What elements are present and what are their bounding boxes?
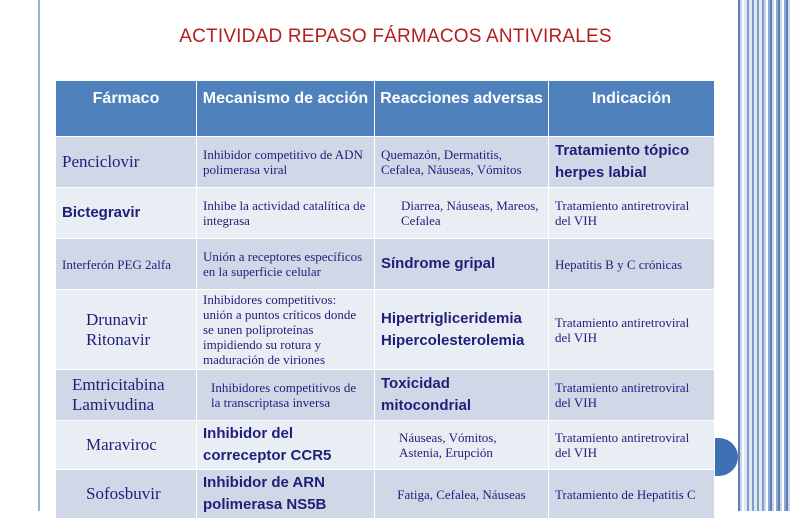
- table-row: [56, 421, 715, 470]
- cell-reacciones: Quemazón, Dermatitis, Cefalea, Náuseas, Vómitos: [375, 137, 549, 188]
- cell-farmaco: Sofosbuvir: [56, 470, 197, 519]
- cell-reacciones: Diarrea, Náuseas, Mareos, Cefalea: [375, 188, 549, 239]
- antiviral-table: [55, 80, 715, 519]
- cell-farmaco: Maraviroc: [56, 421, 197, 470]
- cell-reacciones: Hipertrigliceridemia Hipercolesterolemia: [375, 290, 549, 370]
- cell-mecanismo: Inhibidor competitivo de ADN polimerasa viral: [197, 137, 375, 188]
- slide-marker: [712, 438, 738, 476]
- cell-indicacion: Tratamiento antiretroviral del VIH: [549, 421, 715, 470]
- cell-mecanismo: Inhibidores competitivos: unión a puntos críticos donde se unen poliproteínas impidiendo su rotura y maduración de viriones: [197, 290, 375, 370]
- cell-mecanismo: Inhibidor de ARN polimerasa NS5B: [197, 470, 375, 519]
- table-row: [56, 188, 715, 239]
- cell-reacciones: Síndrome gripal: [375, 239, 549, 290]
- cell-indicacion: Tratamiento antiretroviral del VIH: [549, 370, 715, 421]
- cell-indicacion: Tratamiento antiretroviral del VIH: [549, 290, 715, 370]
- cell-reacciones: Náuseas, Vómitos, Astenia, Erupción: [375, 421, 549, 470]
- cell-mecanismo: Inhibidores competitivos de la transcriptasa inversa: [197, 370, 375, 421]
- table-header-row: [56, 81, 715, 137]
- header-farmaco: Fármaco: [56, 81, 197, 137]
- cell-farmaco: Interferón PEG 2alfa: [56, 239, 197, 290]
- left-border-line: [38, 0, 40, 511]
- right-decorative-stripes: [744, 0, 764, 511]
- table-row: [56, 137, 715, 188]
- cell-farmaco: Penciclovir: [56, 137, 197, 188]
- cell-indicacion: Tratamiento antiretroviral del VIH: [549, 188, 715, 239]
- cell-mecanismo: Inhibidor del correceptor CCR5: [197, 421, 375, 470]
- header-mecanismo: Mecanismo de acción: [197, 81, 375, 137]
- table-row: [56, 370, 715, 421]
- cell-reacciones: Fatiga, Cefalea, Náuseas: [375, 470, 549, 519]
- table-row: [56, 290, 715, 370]
- cell-farmaco: Drunavir Ritonavir: [56, 290, 197, 370]
- header-reacciones: Reacciones adversas: [375, 81, 549, 137]
- cell-mecanismo: Inhibe la actividad catalítica de integrasa: [197, 188, 375, 239]
- table-row: [56, 239, 715, 290]
- cell-indicacion: Tratamiento tópico herpes labial: [549, 137, 715, 188]
- page-title: ACTIVIDAD REPASO FÁRMACOS ANTIVIRALES: [179, 26, 612, 47]
- table-row: [56, 470, 715, 519]
- cell-indicacion: Hepatitis B y C crónicas: [549, 239, 715, 290]
- header-indicacion: Indicación: [549, 81, 715, 137]
- cell-mecanismo: Unión a receptores específicos en la superficie celular: [197, 239, 375, 290]
- cell-indicacion: Tratamiento de Hepatitis C: [549, 470, 715, 519]
- cell-reacciones: Toxicidad mitocondrial: [375, 370, 549, 421]
- cell-farmaco: Bictegravir: [56, 188, 197, 239]
- cell-farmaco: Emtricitabina Lamivudina: [56, 370, 197, 421]
